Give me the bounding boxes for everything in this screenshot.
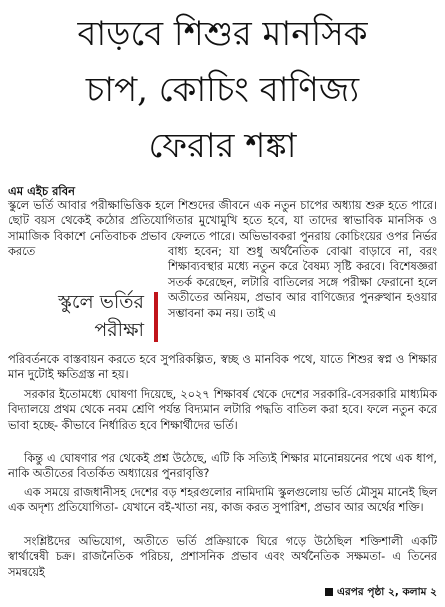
paragraph-1-wrap: বাধ্য হবেন; যা শুধু অর্থনৈতিক বোঝা বাড়াবে না, বরং শিক্ষাব্যবস্থার মধ্যে নতুন করে বৈষম্য সৃষ্টি করবে। বিশেষজ্ঞরা সতর্ক করেছেন, লটারি বাতিলের সঙ্গে পরীক্ষা ফেরানো হলে অতীতের অনিয়ম, প্রভাব আর বাণিজ্যের পুনরুত্থান হওয়ার সম্ভাবনা কম নয়। তাই এ bbox=[168, 245, 437, 320]
paragraph-4: এক সময়ে রাজধানীসহ দেশের বড় শহরগুলোর নামিদামি স্কুলগুলোয় ভর্তি মৌসুম মানেই ছিল এক অদৃশ্য প্রতিযোগিতা- যেখানে বই-খাতা নয়, কাজ করত সুপারিশ, প্রভাব আর অর্থের শক্তি। bbox=[8, 486, 437, 515]
headline bbox=[6, 6, 439, 174]
continued-text: এরপর পৃষ্ঠা ২, কলাম ২ bbox=[337, 586, 437, 598]
paragraph-1-tail: পরিবর্তনকে বাস্তবায়ন করতে হবে সুপরিকল্পিত, স্বচ্ছ ও মানবিক পথে, যাতে শিশুর স্বপ্ন ও শিক্ষার মান দুটোই ক্ষতিগ্রস্ত না হয়। bbox=[8, 353, 437, 382]
pull-quote-bar bbox=[154, 292, 158, 342]
headline-line-2: চাপ, কোচিং বাণিজ্য bbox=[85, 70, 360, 110]
headline-line-3: ফেরার শঙ্কা bbox=[148, 126, 297, 166]
headline-line-1: বাড়বে শিশুর মানসিক bbox=[77, 14, 368, 54]
paragraph-1-intro: স্কুলে ভর্তি আবার পরীক্ষাভিত্তিক হলে শিশুদের জীবনে এক নতুন চাপের অধ্যায় শুরু হতে পারে। ছোট বয়স থেকেই কঠোর প্রতিযোগিতার মুখোমুখি হতে হবে, যা তাদের স্বাভাবিক মানসিক ও সামাজিক বিকাশে নেতিবাচক প্রভাব ফেলতে পারে। অভিভাবকরা পুনরায় কোচিংয়ের ওপর নির্ভর করতে bbox=[8, 199, 437, 259]
pull-quote-line-2: পরীক্ষা bbox=[94, 319, 144, 341]
continued-note[interactable] bbox=[325, 585, 437, 602]
paragraph-5: সংশ্লিষ্টদের অভিযোগ, অতীতে ভর্তি প্রক্রিয়াকে ঘিরে গড়ে উঠেছিল শক্তিশালী একটি স্বার্থান্বেষী চক্র। রাজনৈতিক পরিচয়, প্রশাসনিক প্রভাব এবং অর্থনৈতিক সক্ষমতা- এ তিনের সমন্বয়েই bbox=[8, 535, 437, 579]
paragraph-2: সরকার ইতোমধ্যে ঘোষণা দিয়েছে, ২০২৭ শিক্ষাবর্ষ থেকে দেশের সরকারি-বেসরকারি মাধ্যমিক বিদ্যালয়ে প্রথম থেকে নবম শ্রেণি পর্যন্ত বিদ্যমান লটারি পদ্ধতি বাতিল করা হবে। ফলে নতুন করে ভাবা হচ্ছে- কীভাবে নির্ধারিত হবে শিক্ষার্থীদের ভর্তি। bbox=[8, 388, 437, 432]
continued-mark-icon bbox=[325, 588, 333, 596]
pull-quote bbox=[8, 288, 158, 344]
pull-quote-line-1: স্কুলে ভর্তির bbox=[58, 291, 144, 313]
paragraph-3: কিন্তু এ ঘোষণার পর থেকেই প্রশ্ন উঠেছে, এটি কি সত্যিই শিক্ষার মানোন্নয়নের পথে এক ধাপ, নাকি অতীতের বিতর্কিত অধ্যায়ের পুনরাবৃত্তি? bbox=[8, 452, 437, 481]
byline: এম এইচ রবিন bbox=[8, 184, 75, 198]
